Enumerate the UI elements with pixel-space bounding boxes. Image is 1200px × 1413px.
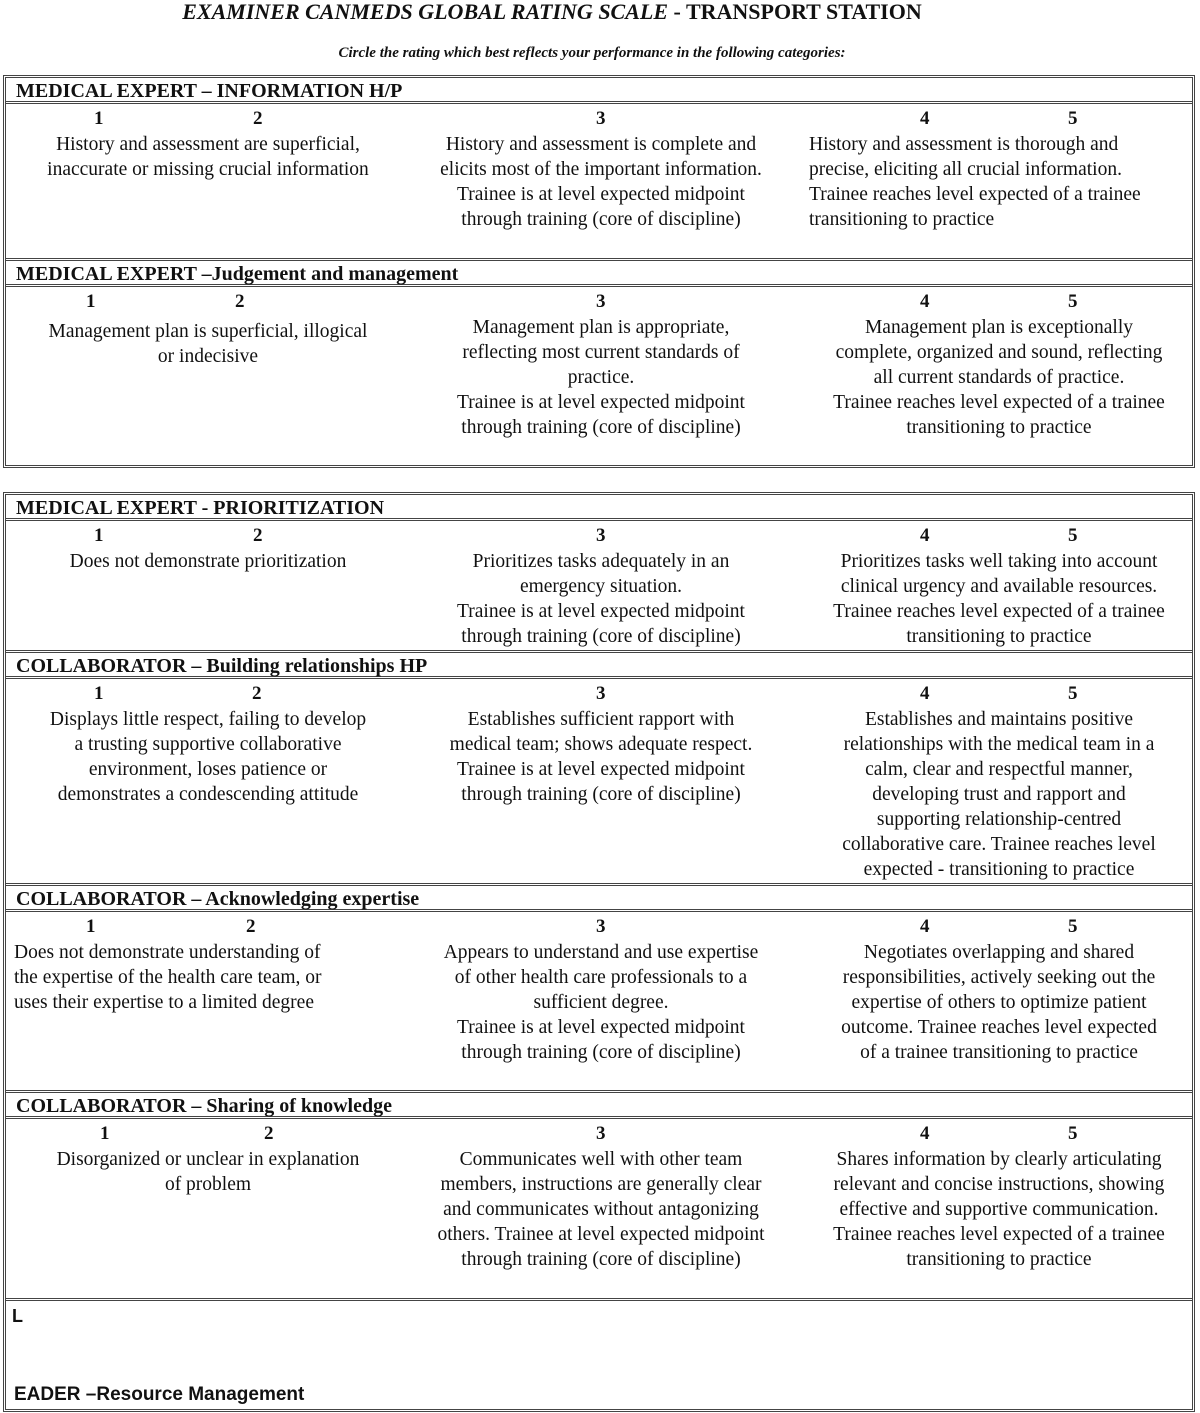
title-rest: - TRANSPORT STATION — [668, 0, 922, 24]
section-building-relationships — [6, 653, 1192, 883]
rating-3[interactable]: 3 — [596, 525, 606, 546]
rating-4[interactable]: 4 — [920, 525, 930, 546]
rating-5[interactable]: 5 — [1068, 683, 1078, 704]
leader-heading-text: EADER –Resource Management — [14, 1384, 305, 1405]
descriptor-mid: History and assessment is complete and elicits most of the important information. Trainee is at level expected midpoint through training (core of discipline) — [440, 134, 762, 230]
descriptor-low: Displays little respect, failing to develop a trusting supportive collaborative environment, loses patience or demonstrates a condescending attitude — [49, 709, 367, 805]
rating-5[interactable]: 5 — [1068, 525, 1078, 546]
section-prioritization — [6, 495, 1192, 650]
rating-1[interactable]: 1 — [86, 291, 96, 312]
rating-4[interactable]: 4 — [920, 916, 930, 937]
rating-1[interactable]: 1 — [94, 525, 104, 546]
section-divider — [6, 1298, 1192, 1301]
title-italic: EXAMINER CANMEDS GLOBAL RATING SCALE — [182, 0, 669, 24]
rating-2[interactable]: 2 — [264, 1123, 274, 1144]
rating-1[interactable]: 1 — [94, 683, 104, 704]
descriptor-low: Disorganized or unclear in explanation of problem — [56, 1149, 360, 1195]
descriptor-high: Management plan is exceptionally complete, organized and sound, reflecting all current standards of practice. Trainee reaches level expected of a trainee transitioning to practice — [833, 317, 1165, 438]
descriptor-mid: Establishes sufficient rapport with medical team; shows adequate respect. Trainee is at level expected midpoint through training (core of discipline) — [449, 709, 753, 805]
section-heading: COLLABORATOR – Sharing of knowledge — [6, 1093, 1192, 1119]
descriptor-mid: Management plan is appropriate, reflecting most current standards of practice. Trainee is at level expected midpoint through training (core of discipline) — [457, 317, 745, 438]
rating-1[interactable]: 1 — [94, 108, 104, 129]
section-judgement-management — [6, 261, 1192, 465]
rating-2[interactable]: 2 — [252, 683, 262, 704]
rating-3[interactable]: 3 — [596, 683, 606, 704]
descriptor-mid: Appears to understand and use expertise of other health care professionals to a sufficient degree. Trainee is at level expected midpoint through training (core of discipline) — [443, 942, 759, 1063]
rating-4[interactable]: 4 — [920, 683, 930, 704]
rating-1[interactable]: 1 — [86, 916, 96, 937]
rating-5[interactable]: 5 — [1068, 1123, 1078, 1144]
leader-heading-letter: L — [12, 1306, 23, 1326]
descriptor-low: Management plan is superficial, illogical or indecisive — [48, 321, 368, 367]
rating-5[interactable]: 5 — [1068, 108, 1078, 129]
descriptor-low: Does not demonstrate prioritization — [69, 551, 347, 572]
section-heading: MEDICAL EXPERT – INFORMATION H/P — [6, 78, 1192, 104]
rating-3[interactable]: 3 — [596, 291, 606, 312]
rating-3[interactable]: 3 — [596, 1123, 606, 1144]
descriptor-high: Shares information by clearly articulating relevant and concise instructions, showing effective and supportive communication. Trainee reaches level expected of a trainee transitioning to practice — [833, 1149, 1165, 1270]
rating-2[interactable]: 2 — [235, 291, 245, 312]
rating-4[interactable]: 4 — [920, 291, 930, 312]
section-sharing-knowledge — [6, 1093, 1192, 1298]
section-heading: MEDICAL EXPERT - PRIORITIZATION — [6, 495, 1192, 521]
rating-5[interactable]: 5 — [1068, 916, 1078, 937]
section-heading: COLLABORATOR – Acknowledging expertise — [6, 886, 1192, 912]
rating-2[interactable]: 2 — [253, 525, 263, 546]
rating-4[interactable]: 4 — [920, 108, 930, 129]
rating-2[interactable]: 2 — [246, 916, 256, 937]
descriptor-high: Establishes and maintains positive relationships with the medical team in a calm, clear and respectful manner, developing trust and rapport and supporting relationship-centred collaborative care. Trainee reaches level expected - transitioning to practice — [842, 709, 1156, 880]
rating-2[interactable]: 2 — [253, 108, 263, 129]
descriptor-high: Negotiates overlapping and shared responsibilities, actively seeking out the expertise of others to optimize patient outcome. Trainee reaches level expected of a trainee transitioning to practice — [841, 942, 1157, 1063]
rating-block-2 — [3, 492, 1195, 1412]
section-heading: MEDICAL EXPERT –Judgement and management — [6, 261, 1192, 287]
descriptor-low: History and assessment are superficial, inaccurate or missing crucial information — [47, 134, 369, 180]
rating-block-1 — [3, 75, 1195, 468]
page-title — [0, 0, 1104, 24]
descriptor-mid: Prioritizes tasks adequately in an emergency situation. Trainee is at level expected midpoint through training (core of discipline) — [457, 551, 745, 647]
descriptor-high: Prioritizes tasks well taking into account clinical urgency and available resources. Trainee reaches level expected of a trainee transitioning to practice — [833, 551, 1165, 647]
descriptor-high: History and assessment is thorough and precise, eliciting all crucial information. Trainee reaches level expected of a trainee transitioning to practice — [809, 134, 1141, 230]
descriptor-mid: Communicates well with other team members, instructions are generally clear and communicates without antagonizing others. Trainee at level expected midpoint through training (core of discipline) — [437, 1149, 765, 1270]
section-information-hp — [6, 78, 1192, 258]
rating-4[interactable]: 4 — [920, 1123, 930, 1144]
rating-3[interactable]: 3 — [596, 108, 606, 129]
instruction-text: Circle the rating which best reflects your performance in the following categories: — [338, 45, 846, 61]
section-heading: COLLABORATOR – Building relationships HP — [6, 653, 1192, 679]
rating-1[interactable]: 1 — [100, 1123, 110, 1144]
rating-5[interactable]: 5 — [1068, 291, 1078, 312]
rating-3[interactable]: 3 — [596, 916, 606, 937]
section-acknowledging-expertise — [6, 886, 1192, 1090]
descriptor-low: Does not demonstrate understanding of the expertise of the health care team, or uses their expertise to a limited degree — [14, 942, 322, 1013]
